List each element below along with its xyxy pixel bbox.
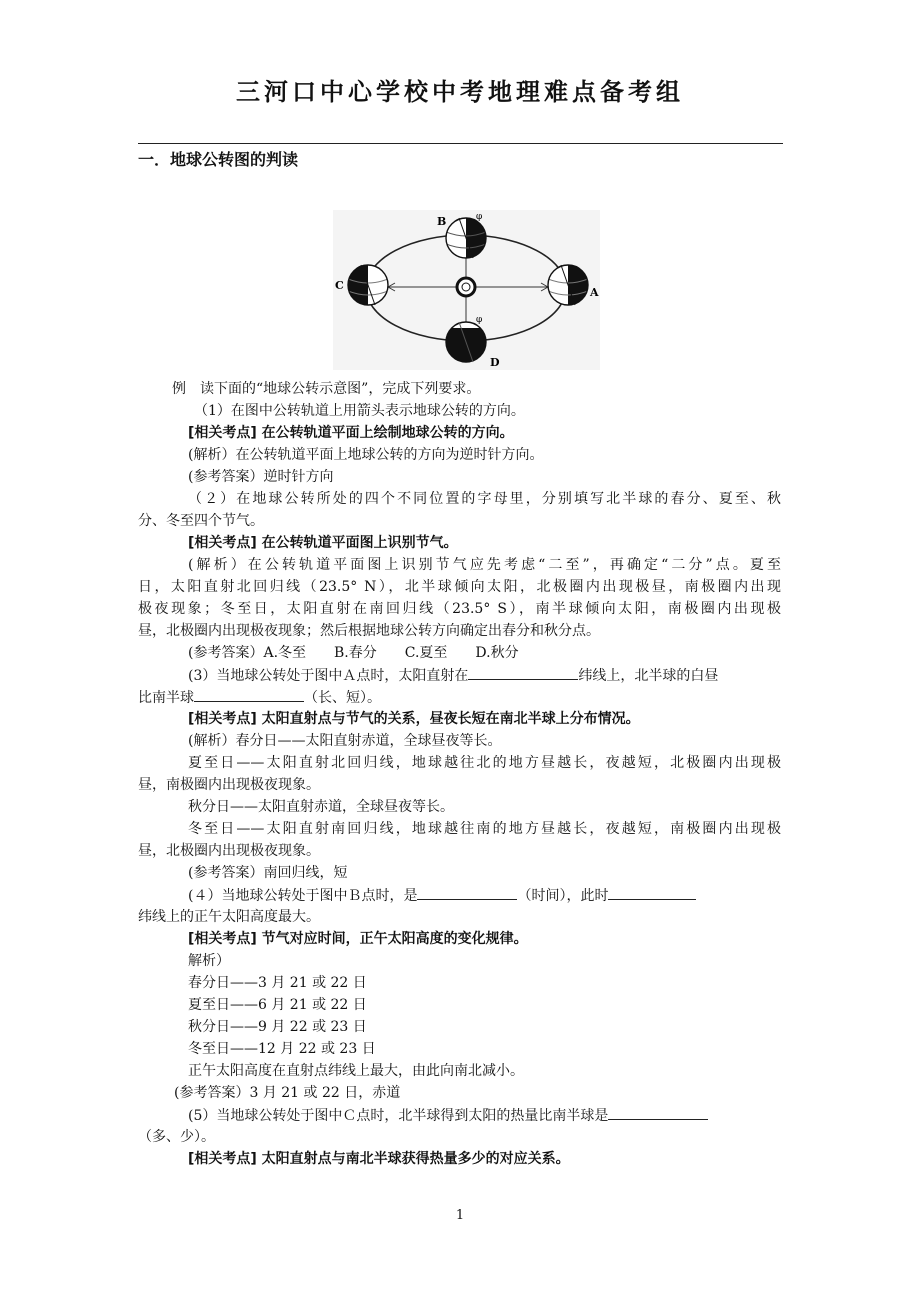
answer-blank-5[interactable] [608,1104,708,1120]
header-rule [138,143,783,144]
answer-1: (参考答案）逆时针方向 [188,469,334,485]
answer-blank-4a[interactable] [417,884,517,900]
analysis-3-line4: 秋分日——太阳直射赤道，全球昼夜等长。 [188,799,454,815]
topic-4: [相关考点] 节气对应时间，正午太阳高度的变化规律。 [188,931,528,947]
topic-2: [相关考点] 在公转轨道平面图上识别节气。 [188,535,458,551]
question-3-text-a: (3）当地球公转处于图中Ａ点时，太阳直射在 [188,668,469,684]
question-3-text-c: 比南半球 [138,690,194,706]
page-number: 1 [455,1208,465,1223]
analysis-4-spring: 春分日——3 月 21 或 22 日 [188,975,367,991]
analysis-3-line5: 冬至日——太阳直射南回归线，地球越往南的地方昼越长，夜越短，南极圈内出现极 [188,821,781,837]
analysis-4-label: 解析） [188,953,230,969]
label-a: A [590,286,599,299]
analysis-4-winter: 冬至日——12 月 22 或 23 日 [188,1041,376,1057]
question-1: （1）在图中公转轨道上用箭头表示地球公转的方向。 [194,403,525,419]
question-5-text-a: (5）当地球公转处于图中Ｃ点时，北半球得到太阳的热量比南半球是 [188,1108,609,1124]
analysis-3-line2: 夏至日——太阳直射北回归线，地球越往北的地方昼越长，夜越短，北极圈内出现极 [188,755,781,771]
answer-3: (参考答案）南回归线，短 [188,865,348,881]
label-c: C [335,279,344,292]
topic-3: [相关考点] 太阳直射点与节气的关系，昼夜长短在南北半球上分布情况。 [188,711,640,727]
analysis-2-line1: (解析）在公转轨道平面图上识别节气应先考虑“二至”，再确定“二分”点。夏至 [188,557,781,573]
analysis-2-line3: 极夜现象；冬至日，太阳直射在南回归线（23.5° S），南半球倾向太阳，南极圈内出现极 [138,601,781,617]
question-4-text-a: (４）当地球公转处于图中Ｂ点时，是 [188,888,418,904]
question-2-line1: （２）在地球公转所处的四个不同位置的字母里，分别填写北半球的春分、夏至、秋 [188,491,781,507]
analysis-2-line4: 昼，北极圈内出现极夜现象；然后根据地球公转方向确定出春分和秋分点。 [138,623,600,639]
example-intro: 例 读下面的“地球公转示意图”，完成下列要求。 [172,381,481,397]
question-5-line1 [188,1104,781,1127]
question-4-line2: 纬线上的正午太阳高度最大。 [138,909,320,925]
answer-blank-3b[interactable] [194,686,304,702]
question-4-text-b: （时间），此时 [517,888,609,904]
analysis-4-note: 正午太阳高度在直射点纬线上最大，由此向南北减小。 [188,1063,524,1079]
analysis-1: (解析）在公转轨道平面上地球公转的方向为逆时针方向。 [188,447,544,463]
topic-1: [相关考点] 在公转轨道平面上绘制地球公转的方向。 [188,425,514,441]
analysis-2-line2: 日，太阳直射北回归线（23.5° N），北半球倾向太阳，北极圈内出现极昼，南极圈内出现 [138,579,781,595]
answer-blank-4b[interactable] [608,884,696,900]
question-3-line1 [188,664,781,687]
question-3-line2 [138,686,778,709]
axis-symbol-b: φ [476,212,483,222]
label-d: D [490,356,500,369]
answer-blank-3a[interactable] [468,664,578,680]
question-3-text-d: （长、短）。 [304,690,381,706]
question-3-text-b: 纬线上，北半球的白昼 [578,668,719,684]
label-b: B [437,215,447,228]
topic-5: [相关考点] 太阳直射点与南北半球获得热量多少的对应关系。 [188,1151,570,1167]
analysis-3-line3: 昼，南极圈内出现极夜现象。 [138,777,320,793]
analysis-3-line1: (解析）春分日——太阳直射赤道，全球昼夜等长。 [188,733,502,749]
analysis-4-summer: 夏至日——6 月 21 或 22 日 [188,997,367,1013]
answer-2: (参考答案）A.冬至 B.春分 C.夏至 D.秋分 [188,645,519,661]
earth-revolution-diagram [333,210,600,370]
axis-symbol-d: φ [476,315,483,325]
question-2-line2: 分、冬至四个节气。 [138,513,264,529]
question-5-line2: （多、少）。 [138,1129,215,1145]
answer-4: (参考答案）3 月 21 或 22 日，赤道 [174,1085,401,1101]
analysis-3-line6: 昼，北极圈内出现极夜现象。 [138,843,320,859]
section-heading: 一．地球公转图的判读 [138,150,299,169]
page-title: 三河口中心学校中考地理难点备考组 [236,77,684,106]
question-4-line1 [188,884,781,907]
analysis-4-autumn: 秋分日——9 月 22 或 23 日 [188,1019,367,1035]
